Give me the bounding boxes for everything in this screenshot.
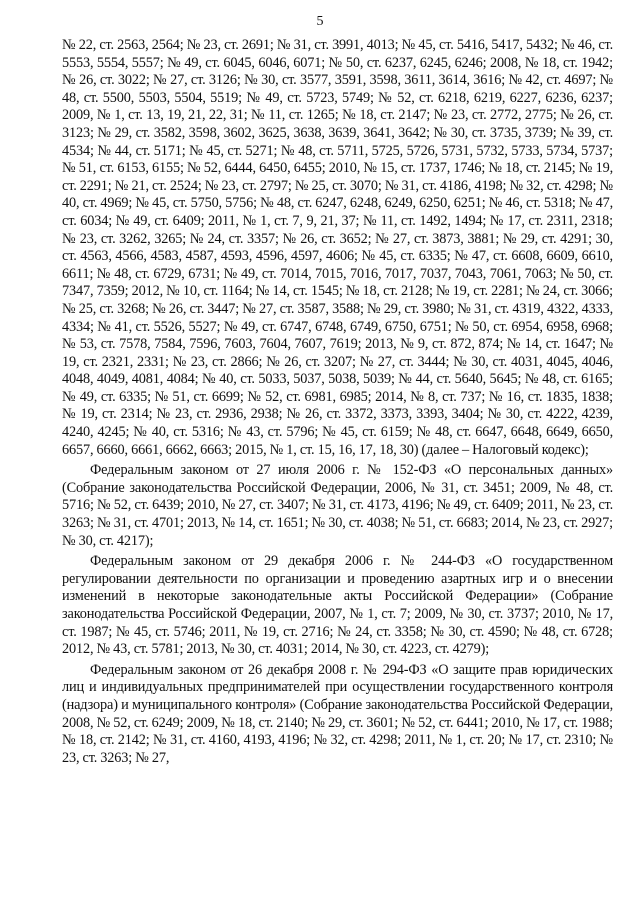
paragraph-law-294-fz: Федеральным законом от 26 декабря 2008 г. № 294-ФЗ «О защите прав юридических лиц и индивидуальных предпринимателей при осуществлении государственного контроля (надзора) и муниципального контроля» (Собрание законодательства Российской Федерации, 2008, № 52, ст. 6249; 2009, № 18, ст. 2140; № 29, ст. 3601; № 52, ст. 6441; 2010, № 17, ст. 1988; № 18, ст. 2142; № 31, ст. 4160, 4193, 4196; № 32, ст. 4298; 2011, № 1, ст. 20; № 17, ст. 2310; № 23, ст. 3263; № 27, [62, 661, 613, 766]
paragraph-tax-code-references: № 22, ст. 2563, 2564; № 23, ст. 2691; № 31, ст. 3991, 4013; № 45, ст. 5416, 5417, 5432; № 46, ст. 5553, 5554, 5557; № 49, ст. 6045, 6046, 6071; № 50, ст. 6237, 6245, 6246; 2008, № 18, ст. 1942; № 26, ст. 3022; № 27, ст. 3126; № 30, ст. 3577, 3591, 3598, 3611, 3614, 3616; № 42, ст. 4697; № 48, ст. 5500, 5503, 5504, 5519; № 49, ст. 5723, 5749; № 52, ст. 6218, 6219, 6227, 6236, 6237; 2009, № 1, ст. 13, 19, 21, 22, 31; № 11, ст. 1265; № 18, ст. 2147; № 23, ст. 2772, 2775; № 26, ст. 3123; № 29, ст. 3582, 3598, 3602, 3625, 3638, 3639, 3641, 3642; № 30, ст. 3735, 3739; № 39, ст. 4534; № 44, ст. 5171; № 45, ст. 5271; № 48, ст. 5711, 5725, 5726, 5731, 5732, 5733, 5734, 5737; № 51, ст. 6153, 6155; № 52, 6444, 6450, 6455; 2010, № 15, ст. 1737, 1746; № 18, ст. 2145; № 19, ст. 2291; № 21, ст. 2524; № 23, ст. 2797; № 25, ст. 3070; № 31, ст. 4186, 4198; № 32, ст. 4298; № 40, ст. 4969; № 45, ст. 5750, 5756; № 48, ст. 6247, 6248, 6249, 6250, 6251; № 46, ст. 5318; № 47, ст. 6034; № 49, ст. 6409; 2011, № 1, ст. 7, 9, 21, 37; № 11, ст. 1492, 1494; № 17, ст. 2311, 2318; № 23, ст. 3262, 3265; № 24, ст. 3357; № 26, ст. 3652; № 27, ст. 3873, 3881; № 29, ст. 4291; 30, ст. 4563, 4566, 4583, 4587, 4593, 4596, 4597, 4606; № 45, ст. 6335; № 47, ст. 6608, 6609, 6610, 6611; № 48, ст. 6729, 6731; № 49, ст. 7014, 7015, 7016, 7017, 7037, 7043, 7061, 7063; № 50, ст. 7347, 7359; 2012, № 10, ст. 1164; № 14, ст. 1545; № 18, ст. 2128; № 19, ст. 2281; № 24, ст. 3066; № 25, ст. 3268; № 26, ст. 3447; № 27, ст. 3587, 3588; № 29, ст. 3980; № 31, ст. 4319, 4322, 4333, 4334; № 41, ст. 5526, 5527; № 49, ст. 6747, 6748, 6749, 6750, 6751; № 50, ст. 6954, 6958, 6968; № 53, ст. 7578, 7584, 7596, 7603, 7604, 7607, 7619; 2013, № 9, ст. 872, 874; № 14, ст. 1647; № 19, ст. 2321, 2331; № 23, ст. 2866; № 26, ст. 3207; № 27, ст. 3444; № 30, ст. 4031, 4045, 4046, 4048, 4049, 4081, 4084; № 40, ст. 5033, 5037, 5038, 5039; № 44, ст. 5640, 5645; № 48, ст. 6165; № 49, ст. 6335; № 51, ст. 6699; № 52, ст. 6981, 6985; 2014, № 8, ст. 737; № 16, ст. 1835, 1838; № 19, ст. 2314; № 23, ст. 2936, 2938; № 26, ст. 3372, 3373, 3393, 3404; № 30, ст. 4222, 4239, 4240, 4245; № 40, ст. 5316; № 43, ст. 5796; № 45, ст. 6159; № 48, ст. 6647, 6648, 6649, 6650, 6657, 6660, 6661, 6662, 6663; 2015, № 1, ст. 15, 16, 17, 18, 30) (далее – Налоговый кодекс); [62, 37, 613, 458]
page-number: 5 [316, 14, 324, 29]
paragraph-law-244-fz: Федеральным законом от 29 декабря 2006 г. № 244-ФЗ «О государственном регулировании деятельности по организации и проведению азартных игр и о внесении изменений в некоторые законодательные акты Российской Федерации» (Собрание законодательства Российской Федерации, 2007, № 1, ст. 7; 2009, № 30, ст. 3737; 2010, № 17, ст. 1987; № 45, ст. 5746; 2011, № 19, ст. 2716; № 24, ст. 3358; № 30, ст. 4590; № 48, ст. 6728; 2012, № 43, ст. 5781; 2013, № 30, ст. 4031; 2014, № 30, ст. 4223, ст. 4279); [62, 553, 613, 658]
document-body [62, 37, 613, 767]
paragraph-law-152-fz: Федеральным законом от 27 июля 2006 г. № 152-ФЗ «О персональных данных» (Собрание законодательства Российской Федерации, 2006, № 31, ст. 3451; 2009, № 48, ст. 5716; № 52, ст. 6439; 2010, № 27, ст. 3407; № 31, ст. 4173, 4196; № 49, ст. 6409; 2011, № 23, ст. 3263; № 31, ст. 4701; 2013, № 14, ст. 1651; № 30, ст. 4038; № 51, ст. 6683; 2014, № 23, ст. 2927; № 30, ст. 4217); [62, 462, 613, 549]
